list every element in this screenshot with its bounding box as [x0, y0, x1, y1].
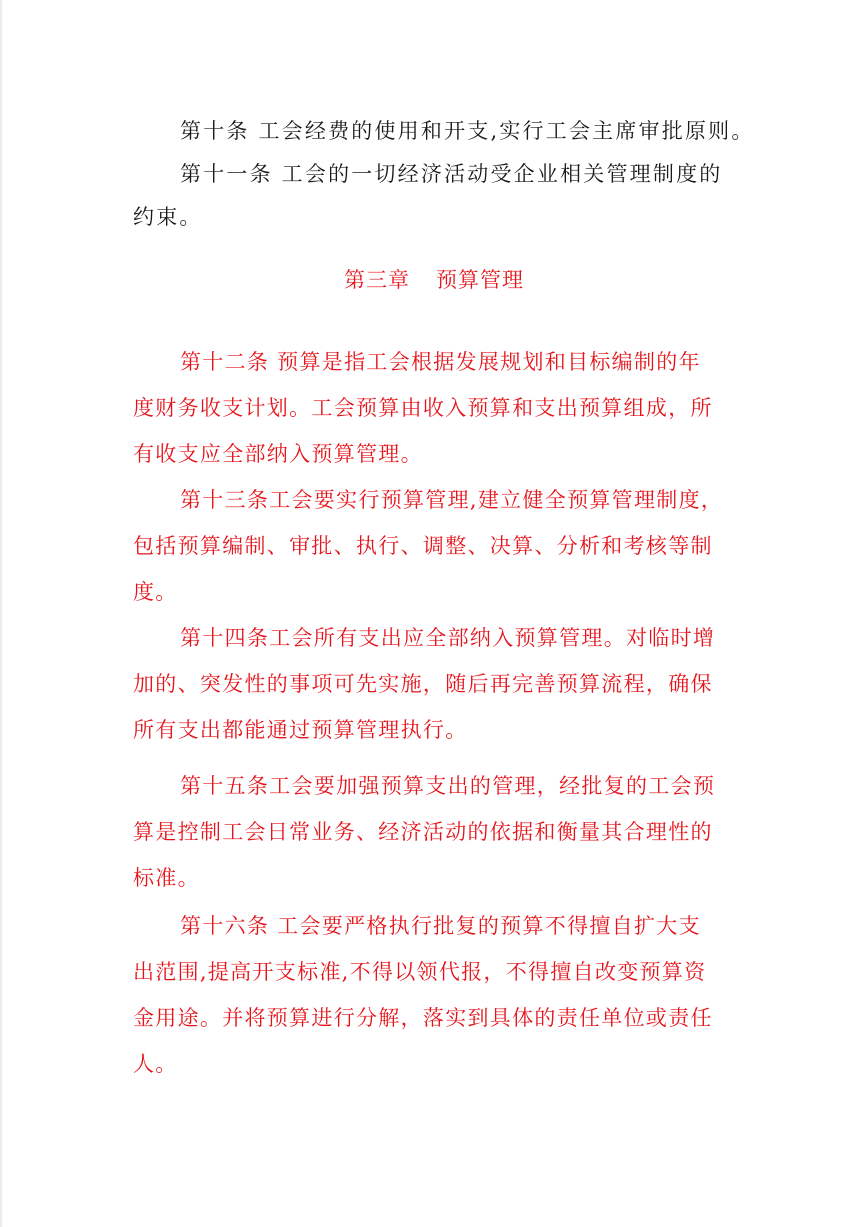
chapter-number: 第三章: [344, 268, 410, 292]
chapter-heading: [0, 262, 868, 298]
article-14-line-2: 加的、突发性的事项可先实施，随后再完善预算流程，确保: [133, 672, 713, 696]
article-13-line-1: 第十三条工会要实行预算管理,建立健全预算管理制度，: [180, 488, 724, 512]
article-11-line-1: 第十一条 工会的一切经济活动受企业相关管理制度的: [180, 162, 723, 186]
article-14-line-1: 第十四条工会所有支出应全部纳入预算管理。对临时增: [180, 626, 716, 650]
article-13-line-3: 度。: [133, 580, 178, 604]
article-16-line-1: 第十六条 工会要严格执行批复的预算不得擅自扩大支: [180, 914, 701, 938]
article-12-line-3: 有收支应全部纳入预算管理。: [133, 442, 423, 466]
article-13-line-2: 包括预算编制、审批、执行、调整、决算、分析和考核等制: [133, 534, 713, 558]
chapter-title: 预算管理: [436, 268, 524, 292]
article-14-line-3: 所有支出都能通过预算管理执行。: [133, 718, 468, 742]
article-16-line-4: 人。: [133, 1052, 178, 1076]
article-15-line-2: 算是控制工会日常业务、经济活动的依据和衡量其合理性的: [133, 820, 713, 844]
article-15-line-1: 第十五条工会要加强预算支出的管理，经批复的工会预: [180, 774, 716, 798]
article-10-line-1: 第十条 工会经费的使用和开支,实行工会主席审批原则。: [180, 119, 755, 143]
page-edge-shadow: [0, 0, 3, 1227]
article-16-line-2: 出范围,提高开支标准,不得以领代报，不得擅自改变预算资: [133, 960, 707, 984]
article-12-line-2: 度财务收支计划。工会预算由收入预算和支出预算组成，所: [133, 396, 713, 420]
article-15-line-3: 标准。: [133, 866, 200, 890]
article-16-line-3: 金用途。并将预算进行分解，落实到具体的责任单位或责任: [133, 1006, 713, 1030]
article-12-line-1: 第十二条 预算是指工会根据发展规划和目标编制的年: [180, 350, 701, 374]
article-11-line-2: 约束。: [133, 205, 203, 229]
